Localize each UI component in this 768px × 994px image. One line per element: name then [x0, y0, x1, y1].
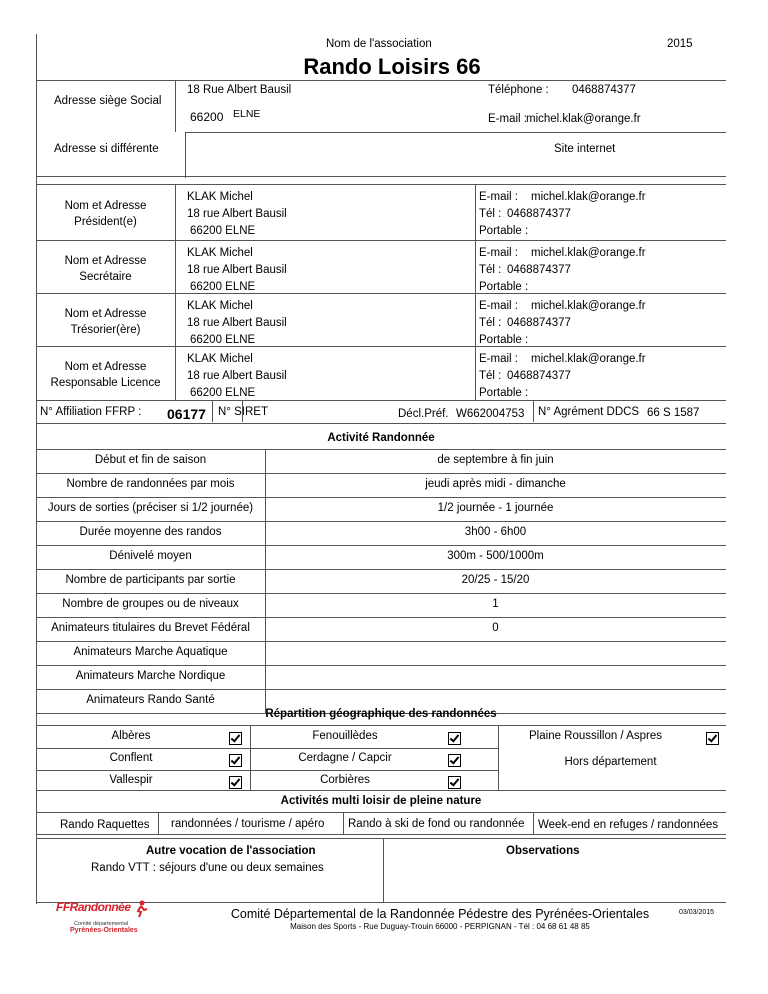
activite-value: 3h00 - 6h00 — [464, 526, 527, 538]
activite-title: Activité Randonnée — [327, 432, 435, 444]
activite-value: de septembre à fin juin — [437, 454, 554, 466]
siege-label: Adresse siège Social — [54, 95, 162, 107]
officer-tel-label: Tél : — [479, 264, 502, 276]
officer-tel: 0468874377 — [507, 208, 571, 220]
agrement-label: N° Agrément DDCS — [538, 406, 640, 418]
officer-role: Nom et Adresse Trésorier(ère) — [64, 307, 147, 336]
website-label: Site internet — [554, 143, 616, 155]
activite-label: Animateurs Marche Nordique — [75, 670, 226, 682]
multi-item-ski: Rando à ski de fond ou randonnée — [348, 818, 525, 830]
officer-tel-label: Tél : — [479, 317, 502, 329]
activite-label: Animateurs Rando Santé — [86, 694, 215, 706]
activite-label: Jours de sorties (préciser si 1/2 journée) — [47, 502, 254, 514]
officer-tel: 0468874377 — [507, 264, 571, 276]
activite-label: Nombre de randonnées par mois — [66, 478, 235, 490]
alt-address-label: Adresse si différente — [54, 143, 159, 155]
decl-label: Décl.Préf. — [398, 408, 449, 420]
geo-item-label: Cerdagne / Capcir — [298, 752, 392, 764]
officer-name: KLAK Michel — [187, 353, 253, 365]
officer-city: 66200 ELNE — [190, 225, 256, 237]
officer-email: michel.klak@orange.fr — [531, 353, 646, 365]
page-title: Rando Loisirs 66 — [303, 54, 481, 79]
activite-value: 20/25 - 15/20 — [461, 574, 530, 586]
email-value: michel.klak@orange.fr — [526, 113, 641, 125]
officer-city: 66200 ELNE — [190, 387, 256, 399]
officer-email-label: E-mail : — [479, 300, 518, 312]
officer-tel: 0468874377 — [507, 317, 571, 329]
officer-email-label: E-mail : — [479, 191, 518, 203]
affiliation-number: 06177 — [167, 406, 206, 422]
geo-title: Répartition géographique des randonnées — [265, 708, 497, 720]
year: 2015 — [667, 38, 693, 50]
multi-item-raquettes: Rando Raquettes — [60, 819, 150, 831]
officer-role: Nom et Adresse Responsable Licence — [50, 361, 161, 389]
siege-street: 18 Rue Albert Bausil — [187, 84, 292, 96]
footer-date: 03/03/2015 — [679, 909, 715, 916]
activite-value: 1/2 journée - 1 journée — [437, 502, 554, 514]
officer-mobile-label: Portable : — [479, 334, 529, 346]
checkbox-checked[interactable] — [448, 776, 461, 789]
officer-email: michel.klak@orange.fr — [531, 191, 646, 203]
geo-item-label: Fenouillèdes — [312, 730, 378, 742]
geo-item-label: Corbières — [320, 774, 370, 786]
officer-street: 18 rue Albert Bausil — [187, 264, 287, 276]
vocation-text: Rando VTT : séjours d'une ou deux semaines — [91, 862, 324, 874]
officer-email: michel.klak@orange.fr — [531, 247, 646, 259]
activite-value: jeudi après midi - dimanche — [425, 478, 566, 490]
geo-item-label: Conflent — [109, 752, 153, 764]
activite-value: 1 — [492, 598, 499, 610]
officer-mobile-label: Portable : — [479, 387, 529, 399]
siege-city: ELNE — [233, 108, 261, 120]
footer-address: Maison des Sports - Rue Duguay-Trouin 66000 - PERPIGNAN - Tél : 04 68 61 48 85 — [290, 922, 590, 931]
officer-email: michel.klak@orange.fr — [531, 300, 646, 312]
officer-tel: 0468874377 — [507, 370, 571, 382]
siege-postcode: 66200 — [190, 110, 224, 124]
activite-value: 0 — [492, 622, 499, 634]
phone-label: Téléphone : — [488, 84, 549, 96]
activite-label: Dénivelé moyen — [109, 550, 192, 562]
officer-name: KLAK Michel — [187, 300, 253, 312]
geo-item-label: Plaine Roussillon / Aspres — [529, 730, 662, 742]
multi-item-refuges: Week-end en refuges / randonnées — [538, 819, 719, 831]
agrement-number: 66 S 1587 — [647, 407, 700, 419]
officer-mobile-label: Portable : — [479, 225, 529, 237]
officer-city: 66200 ELNE — [190, 281, 256, 293]
email-label: E-mail : — [488, 113, 527, 125]
officer-role: Nom et Adresse Secrétaire — [64, 254, 147, 283]
affiliation-label: N° Affiliation FFRP : — [40, 406, 142, 418]
vocation-title: Autre vocation de l'association — [146, 845, 316, 857]
checkbox-checked[interactable] — [448, 732, 461, 745]
observations-title: Observations — [506, 845, 580, 857]
checkbox-checked[interactable] — [706, 732, 719, 745]
activite-label: Nombre de groupes ou de niveaux — [62, 598, 239, 610]
phone-value: 0468874377 — [572, 84, 636, 96]
activite-label: Début et fin de saison — [94, 454, 207, 466]
officer-mobile-label: Portable : — [479, 281, 529, 293]
geo-item-label: Albères — [111, 730, 151, 742]
checkbox-checked[interactable] — [448, 754, 461, 767]
checkbox-checked[interactable] — [229, 776, 242, 789]
decl-number: W662004753 — [456, 408, 525, 420]
officer-email-label: E-mail : — [479, 353, 518, 365]
officer-street: 18 rue Albert Bausil — [187, 370, 287, 382]
activite-label: Animateurs Marche Aquatique — [73, 646, 228, 658]
multi-title: Activités multi loisir de pleine nature — [280, 795, 482, 807]
officer-tel-label: Tél : — [479, 370, 502, 382]
officer-street: 18 rue Albert Bausil — [187, 317, 287, 329]
activite-label: Animateurs titulaires du Brevet Fédéral — [51, 622, 250, 634]
checkbox-checked[interactable] — [229, 754, 242, 767]
activite-label: Nombre de participants par sortie — [65, 574, 236, 586]
activite-label: Durée moyenne des randos — [79, 526, 222, 538]
geo-item-label: Vallespir — [109, 774, 153, 786]
officer-role: Nom et Adresse Président(e) — [64, 200, 147, 228]
officer-city: 66200 ELNE — [190, 334, 256, 346]
multi-item-tourisme: randonnées / tourisme / apéro — [171, 818, 325, 830]
officer-name: KLAK Michel — [187, 191, 253, 203]
ffrandonnee-logo: FFRandonnée Comité départemental Pyrénées-Orientales — [56, 900, 156, 940]
officer-name: KLAK Michel — [187, 247, 253, 259]
footer-org: Comité Départemental de la Randonnée Pédestre des Pyrénées-Orientales — [230, 907, 650, 921]
officer-email-label: E-mail : — [479, 247, 518, 259]
officer-tel-label: Tél : — [479, 208, 502, 220]
officer-street: 18 rue Albert Bausil — [187, 208, 287, 220]
activite-value: 300m - 500/1000m — [447, 550, 544, 562]
association-name-label: Nom de l'association — [326, 38, 432, 50]
geo-item-label: Hors département — [564, 756, 657, 768]
checkbox-checked[interactable] — [229, 732, 242, 745]
siret-label: N° SIRET — [218, 406, 268, 418]
